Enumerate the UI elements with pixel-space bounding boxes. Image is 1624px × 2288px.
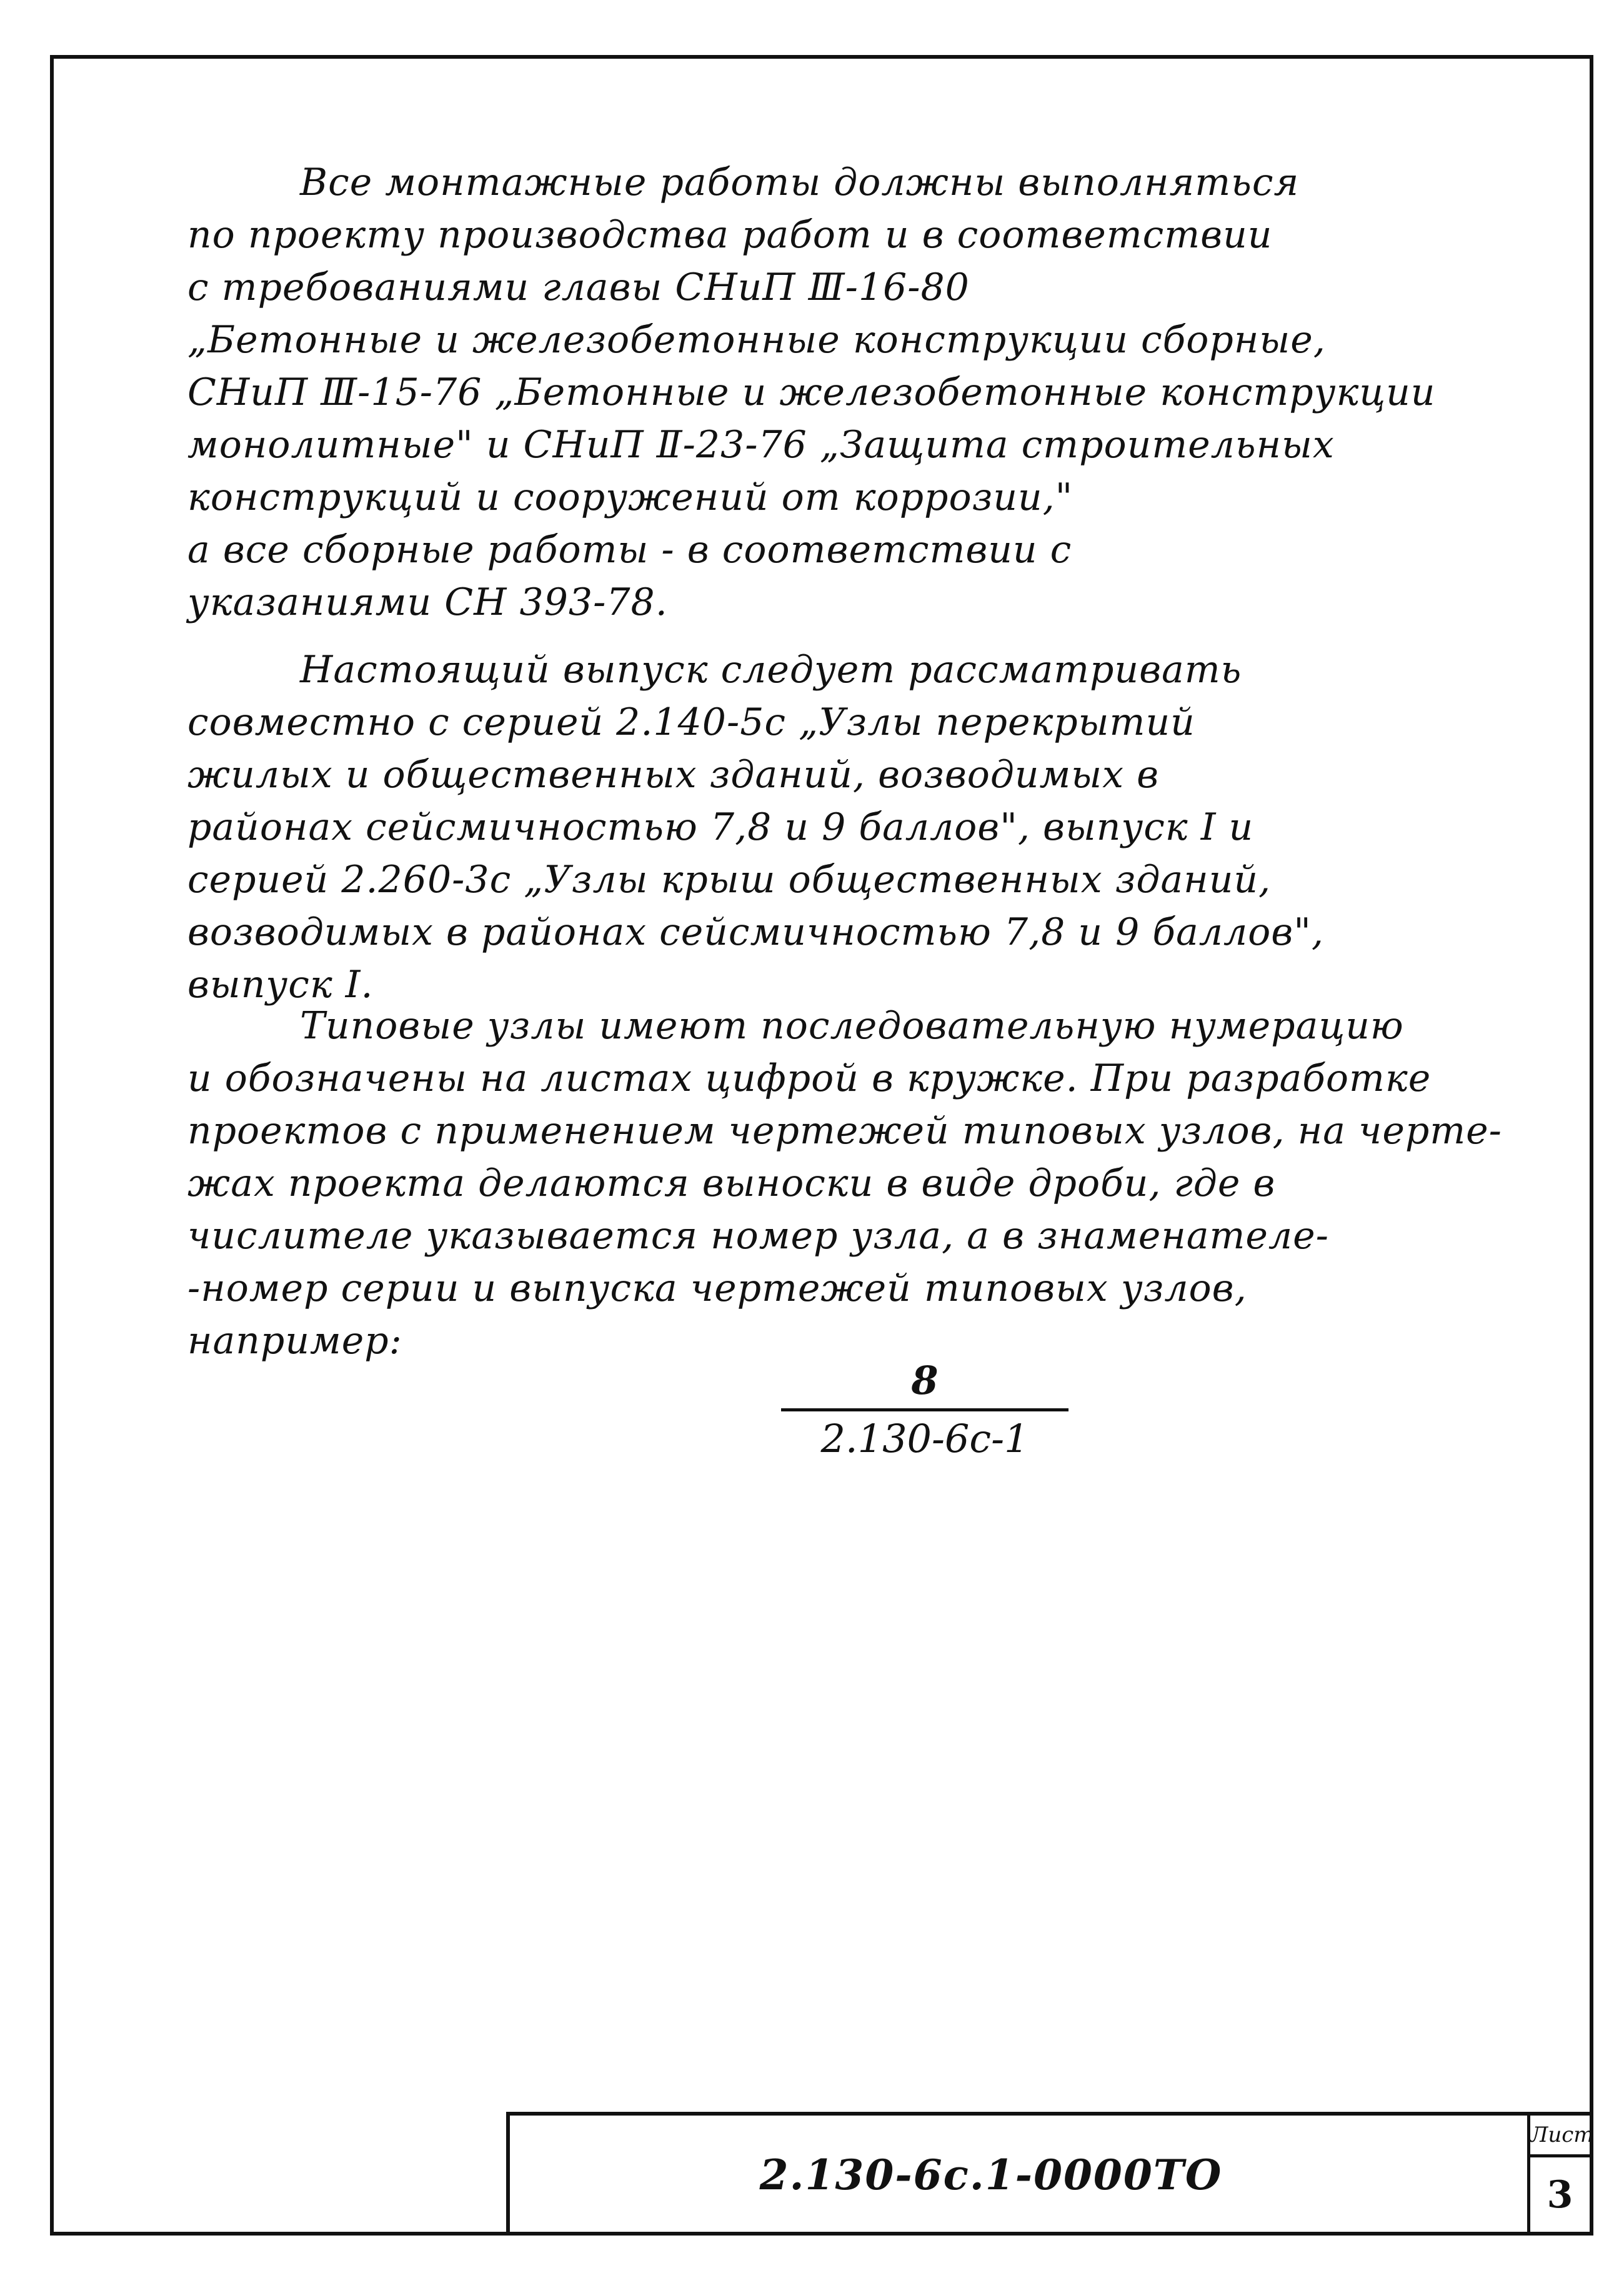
title-block xyxy=(506,2112,1594,2234)
paragraph-node-numbering xyxy=(187,1000,1537,1367)
text-line: указаниями СН 393-78. xyxy=(187,580,668,624)
text-line: и обозначены на листах цифрой в кружке. При разработке xyxy=(187,1057,1432,1100)
text-line: а все сборные работы - в соответствии с xyxy=(187,528,1072,572)
paragraph-installation-requirements xyxy=(187,156,1537,629)
text-line: возводимых в районах сейсмичностью 7,8 и 9 баллов", xyxy=(187,910,1324,954)
text-line: проектов с применением чертежей типовых узлов, на черте- xyxy=(187,1109,1502,1153)
sheet-number: 3 xyxy=(1547,2173,1573,2217)
text-line: жилых и общественных зданий, возводимых в xyxy=(187,753,1160,797)
text-line: Типовые узлы имеют последовательную нумерацию xyxy=(300,1004,1404,1048)
fraction-numerator: 8 xyxy=(911,1358,939,1403)
text-line: совместно с серией 2.140-5с „Узлы перекрытий xyxy=(187,700,1195,744)
text-line: -номер серии и выпуска чертежей типовых узлов, xyxy=(187,1266,1247,1310)
text-line: „Бетонные и железобетонные конструкции сборные, xyxy=(187,318,1326,362)
document-code: 2.130-6с.1-0000ТО xyxy=(759,2151,1223,2199)
fraction-denominator: 2.130-6с-1 xyxy=(820,1416,1029,1461)
text-line: с требованиями главы СНиП Ⅲ-16-80 xyxy=(187,266,970,309)
text-line: серией 2.260-3с „Узлы крыш общественных зданий, xyxy=(187,858,1272,902)
text-line: Настоящий выпуск следует рассматривать xyxy=(300,648,1242,692)
fraction-bar xyxy=(781,1408,1069,1411)
text-line: конструкций и сооружений от коррозии," xyxy=(187,475,1074,519)
text-line: Все монтажные работы должны выполняться xyxy=(300,161,1300,204)
paragraph-related-series xyxy=(187,644,1537,1011)
text-line: числителе указывается номер узла, а в знаменателе- xyxy=(187,1214,1329,1258)
text-line: СНиП Ⅲ-15-76 „Бетонные и железобетонные конструкции xyxy=(187,371,1436,414)
sheet-label: Лист xyxy=(1530,2116,1590,2157)
text-line: по проекту производства работ и в соответствии xyxy=(187,213,1273,257)
text-line: например: xyxy=(187,1319,402,1363)
text-line: жах проекта делаются выноски в виде дроби, где в xyxy=(187,1161,1276,1205)
text-line: монолитные" и СНиП Ⅱ-23-76 „Защита строительных xyxy=(187,423,1335,467)
text-line: районах сейсмичностью 7,8 и 9 баллов", выпуск I и xyxy=(187,805,1254,849)
text-line: выпуск I. xyxy=(187,963,374,1007)
example-fraction xyxy=(781,1356,1069,1464)
sheet-number-cell xyxy=(1527,2116,1594,2234)
